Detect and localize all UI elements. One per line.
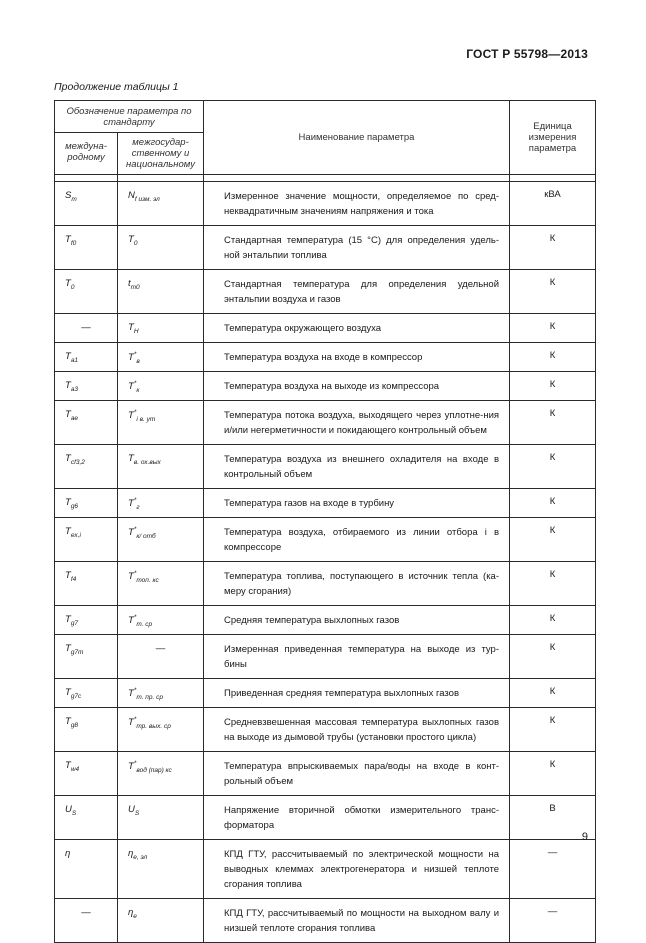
symbol-subscript: ex,i xyxy=(70,531,81,539)
table-row xyxy=(55,401,596,445)
symbol-base: T xyxy=(128,688,134,700)
international-symbol-cell xyxy=(55,679,118,708)
international-symbol-cell xyxy=(55,445,118,489)
symbol-base: T xyxy=(65,278,71,289)
unit-cell: К xyxy=(510,314,596,343)
unit-cell: К xyxy=(510,518,596,562)
international-symbol-cell xyxy=(55,708,118,752)
symbol-base: T xyxy=(128,498,134,510)
national-symbol-cell xyxy=(118,708,204,752)
unit-cell: К xyxy=(510,708,596,752)
symbol-base: T xyxy=(65,351,71,362)
table-row xyxy=(55,489,596,518)
symbol-base: T xyxy=(128,453,134,464)
symbol-superscript: * xyxy=(133,409,137,416)
national-symbol-cell xyxy=(118,840,204,899)
table-row xyxy=(55,182,596,226)
national-symbol-cell xyxy=(118,562,204,606)
unit-cell: К xyxy=(510,372,596,401)
symbol-base: T xyxy=(65,643,71,654)
national-symbol-cell xyxy=(118,679,204,708)
symbol-base: T xyxy=(65,687,71,698)
parameter-name-cell: Напряжение вторичной обмотки измерительного транс-форматора xyxy=(204,796,510,840)
parameter-name-cell: Температура потока воздуха, выходящего через уплотне-ния и/или негерметичности и покидающего контрольный объем xyxy=(204,401,510,445)
symbol-subscript: f0 xyxy=(70,239,77,247)
symbol-subscript: S xyxy=(134,809,140,817)
symbol-subscript: a3 xyxy=(70,385,79,393)
table-row xyxy=(55,796,596,840)
parameter-name-cell: Средневзвешенная массовая температура выхлопных газов на выходе из дымовой трубы (установки простого цикла) xyxy=(204,708,510,752)
international-symbol-cell xyxy=(55,899,118,943)
symbol-subscript: f4 xyxy=(70,575,77,583)
symbol-base: T xyxy=(65,760,71,771)
table-row xyxy=(55,270,596,314)
international-symbol-cell xyxy=(55,518,118,562)
parameter-name-cell: Температура окружающего воздуха xyxy=(204,314,510,343)
symbol-base: T xyxy=(65,716,71,727)
table-row xyxy=(55,372,596,401)
national-symbol-cell xyxy=(118,226,204,270)
parameter-name-cell: Температура воздуха на выходе из компрессора xyxy=(204,372,510,401)
header-unit: Единица измерения параметра xyxy=(510,101,596,175)
parameter-name-cell: Температура топлива, поступающего в источник тепла (ка-меру сгорания) xyxy=(204,562,510,606)
parameter-name-cell: Измеренная приведенная температура на выходе из тур-бины xyxy=(204,635,510,679)
table-continuation-caption: Продолжение таблицы 1 xyxy=(54,81,179,93)
national-symbol-cell xyxy=(118,314,204,343)
symbol-superscript: * xyxy=(133,497,137,504)
international-symbol-cell xyxy=(55,401,118,445)
symbol-subscript: g7 xyxy=(70,619,79,627)
symbol-subscript: т. ср xyxy=(136,621,153,629)
symbol-base: T xyxy=(65,234,71,245)
table-row xyxy=(55,606,596,635)
international-symbol-cell xyxy=(55,752,118,796)
symbol-subscript: в xyxy=(136,358,140,366)
unit-cell: К xyxy=(510,752,596,796)
unit-cell: К xyxy=(510,445,596,489)
international-symbol-cell xyxy=(55,606,118,635)
national-symbol-cell xyxy=(118,182,204,226)
national-symbol-cell xyxy=(118,401,204,445)
symbol-base: N xyxy=(128,190,135,201)
table-row xyxy=(55,518,596,562)
symbol-subscript: e xyxy=(133,912,137,920)
symbol-superscript: * xyxy=(133,614,137,621)
international-symbol-cell xyxy=(55,343,118,372)
symbol-subscript: i в. ут xyxy=(136,416,156,424)
international-symbol-cell xyxy=(55,372,118,401)
symbol-base: T xyxy=(65,497,71,508)
parameter-name-cell: Стандартная температура для определения удельной энтальпии воздуха и газов xyxy=(204,270,510,314)
table-row xyxy=(55,226,596,270)
symbol-subscript: тр. вых. ср xyxy=(136,723,171,731)
symbol-subscript: г xyxy=(136,504,140,512)
symbol-base: T xyxy=(128,381,134,393)
unit-cell: К xyxy=(510,343,596,372)
symbol-subscript: к/ отб xyxy=(136,533,156,541)
symbol-subscript: m0 xyxy=(130,283,140,291)
symbol-subscript: ae xyxy=(70,414,79,422)
table-row xyxy=(55,679,596,708)
symbol-subscript: 0 xyxy=(70,283,75,291)
symbol-base: t xyxy=(128,278,131,289)
symbol-subscript: a1 xyxy=(70,356,79,364)
symbol-base: U xyxy=(128,804,135,815)
parameter-name-cell: Температура воздуха на входе в компрессор xyxy=(204,343,510,372)
national-symbol-cell xyxy=(118,343,204,372)
table-row xyxy=(55,840,596,899)
symbol-base: T xyxy=(65,380,71,391)
parameter-name-cell: Стандартная температура (15 °С) для определения удель-ной энтальпии топлива xyxy=(204,226,510,270)
national-symbol-cell xyxy=(118,899,204,943)
table-row xyxy=(55,708,596,752)
symbol-base: T xyxy=(65,453,71,464)
national-symbol-cell xyxy=(118,518,204,562)
symbol-base: η xyxy=(128,907,134,918)
international-symbol-cell xyxy=(55,796,118,840)
symbol-subscript: g7c xyxy=(70,692,82,700)
international-symbol-cell xyxy=(55,489,118,518)
page-number: 9 xyxy=(581,831,588,843)
symbol-base: U xyxy=(65,804,72,815)
parameter-name-cell: Приведенная средняя температура выхлопных газов xyxy=(204,679,510,708)
symbol-base: T xyxy=(65,526,71,537)
symbol-superscript: * xyxy=(133,687,137,694)
symbol-subscript: вод (пар) кс xyxy=(136,767,172,775)
symbol-base: T xyxy=(128,615,134,627)
national-symbol-cell xyxy=(118,445,204,489)
symbol-base: T xyxy=(128,352,134,364)
symbol-subscript: f изм. эл xyxy=(134,195,160,203)
header-designation-group: Обозначение параметра по стандарту xyxy=(55,101,204,133)
symbol-subscript: g7m xyxy=(70,648,84,656)
symbol-subscript: H xyxy=(133,327,139,335)
national-symbol-cell xyxy=(118,796,204,840)
symbol-base: T xyxy=(65,570,71,581)
symbol-dash: — xyxy=(81,322,91,333)
symbol-subscript: e, эл xyxy=(133,853,148,861)
symbol-base: T xyxy=(128,322,134,333)
symbol-superscript: * xyxy=(133,570,137,577)
table-row xyxy=(55,445,596,489)
unit-cell: К xyxy=(510,489,596,518)
symbol-base: T xyxy=(128,571,134,583)
parameter-name-cell: Температура воздуха из внешнего охладителя на входе в контрольный объем xyxy=(204,445,510,489)
table-row xyxy=(55,752,596,796)
symbol-superscript: * xyxy=(133,351,137,358)
parameter-name-cell: КПД ГТУ, рассчитываемый по мощности на выходном валу и низшей теплоте сгорания топлива xyxy=(204,899,510,943)
symbol-subscript: к xyxy=(136,387,140,395)
international-symbol-cell xyxy=(55,182,118,226)
symbol-subscript: в. ох.вых xyxy=(133,458,161,466)
table-row xyxy=(55,635,596,679)
parameter-name-cell: Средняя температура выхлопных газов xyxy=(204,606,510,635)
national-symbol-cell xyxy=(118,489,204,518)
symbol-superscript: * xyxy=(133,380,137,387)
national-symbol-cell xyxy=(118,752,204,796)
symbol-subscript: S xyxy=(71,809,77,817)
symbol-subscript: g8 xyxy=(70,721,79,729)
symbol-subscript: т. пр. ср xyxy=(136,694,163,702)
unit-cell: К xyxy=(510,562,596,606)
symbol-dash: — xyxy=(155,643,166,654)
unit-cell: К xyxy=(510,270,596,314)
unit-cell: В xyxy=(510,796,596,840)
unit-cell: К xyxy=(510,606,596,635)
symbol-base: η xyxy=(65,848,71,859)
parameter-name-cell: Температура впрыскиваемых пара/воды на входе в конт-рольный объем xyxy=(204,752,510,796)
symbol-superscript: * xyxy=(133,526,137,533)
table-row xyxy=(55,562,596,606)
symbol-subscript: топ. кс xyxy=(136,577,159,585)
unit-cell: — xyxy=(510,840,596,899)
international-symbol-cell xyxy=(55,270,118,314)
national-symbol-cell xyxy=(118,606,204,635)
international-symbol-cell xyxy=(55,635,118,679)
international-symbol-cell xyxy=(55,562,118,606)
international-symbol-cell xyxy=(55,226,118,270)
symbol-subscript: cf3,2 xyxy=(70,458,85,466)
table-header-row xyxy=(55,101,596,133)
unit-cell: К xyxy=(510,401,596,445)
unit-cell: К xyxy=(510,635,596,679)
symbol-subscript: 0 xyxy=(133,239,138,247)
symbol-dash: — xyxy=(81,907,91,918)
unit-cell: кВА xyxy=(510,182,596,226)
symbol-base: T xyxy=(128,234,134,245)
header-parameter-name: Наименование параметра xyxy=(204,101,510,175)
header-gap xyxy=(55,175,596,182)
international-symbol-cell xyxy=(55,314,118,343)
header-national: межгосудар-ственному и национальному xyxy=(118,133,204,175)
parameter-name-cell: Температура воздуха, отбираемого из линии отбора i в компрессоре xyxy=(204,518,510,562)
unit-cell: К xyxy=(510,226,596,270)
symbol-base: T xyxy=(128,527,134,539)
table-row xyxy=(55,314,596,343)
national-symbol-cell xyxy=(118,372,204,401)
symbol-base: T xyxy=(128,410,134,422)
symbol-base: η xyxy=(128,848,134,859)
symbol-base: T xyxy=(128,761,134,773)
international-symbol-cell xyxy=(55,840,118,899)
parameter-name-cell: Температура газов на входе в турбину xyxy=(204,489,510,518)
header-international: междуна-родному xyxy=(55,133,118,175)
symbol-base: S xyxy=(65,190,72,201)
symbol-base: T xyxy=(65,614,71,625)
symbol-subscript: g6 xyxy=(70,502,79,510)
parameters-table xyxy=(54,100,596,943)
symbol-subscript: m xyxy=(71,195,77,203)
symbol-base: T xyxy=(65,409,71,420)
national-symbol-cell xyxy=(118,270,204,314)
symbol-base: T xyxy=(128,717,134,729)
symbol-superscript: * xyxy=(133,760,137,767)
standard-code: ГОСТ Р 55798—2013 xyxy=(466,47,588,61)
parameter-name-cell: Измеренное значение мощности, определяемое по сред-неквадратичным значениям напряжения и тока xyxy=(204,182,510,226)
unit-cell: К xyxy=(510,679,596,708)
table-row xyxy=(55,343,596,372)
national-symbol-cell xyxy=(118,635,204,679)
parameter-name-cell: КПД ГТУ, рассчитываемый по электрической мощности на выводных клеммах электрогенератора и низшей теплоте сгорания топлива xyxy=(204,840,510,899)
symbol-superscript: * xyxy=(133,716,137,723)
table-row xyxy=(55,899,596,943)
symbol-subscript: w4 xyxy=(70,765,80,773)
unit-cell: — xyxy=(510,899,596,943)
